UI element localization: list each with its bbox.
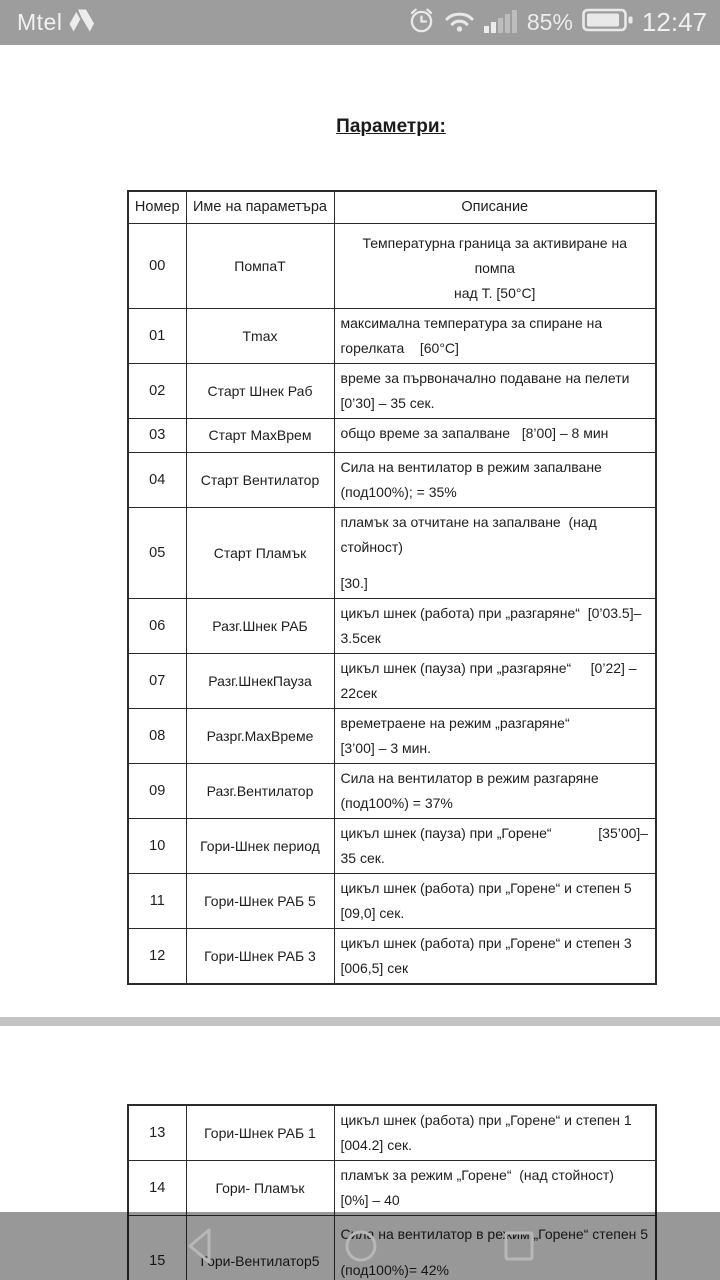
param-number-cell: 03 [128,418,186,452]
param-description-cell [334,708,656,763]
table-row [128,653,656,708]
param-description-cell [334,1161,656,1216]
description-line: [30.] [340,574,368,591]
navigation-bar [0,1212,720,1280]
param-number-cell: 12 [128,928,186,984]
param-name-cell: Разрг.MaxВреме [186,708,334,763]
param-number-cell: 07 [128,653,186,708]
param-name-cell: Гори- Пламък [186,1161,334,1216]
param-number-cell: 10 [128,818,186,873]
table-header-row [128,191,656,223]
alarm-icon [408,7,435,39]
status-bar-right [408,7,707,39]
description-line: Сила на вентилатор в режим разгаряне [340,769,599,786]
description-line: (под100%) = 37% [340,794,453,811]
status-bar-left [17,9,94,37]
param-description-cell [334,873,656,928]
description-line: цикъл шнек (работа) при „Горене“ и степен 3 [340,934,632,951]
param-name-cell: Разг.Шнек РАБ [186,598,334,653]
param-description-cell [334,928,656,984]
description-line: общо време за запалване [8’00] – 8 мин [340,424,609,441]
param-name-cell: Гори-Вентилатор5 [186,1216,334,1280]
table-row [128,223,656,308]
param-name-cell: Гори-Шнек РАБ 1 [186,1105,334,1161]
table-row [128,1161,656,1216]
param-number-cell: 00 [128,223,186,308]
description-line: (под100%); = 35% [340,483,457,500]
param-number-cell: 11 [128,873,186,928]
description-line [341,560,650,571]
param-number-cell: 09 [128,763,186,818]
parameters-table-page1 [127,190,657,985]
param-number-cell: 01 [128,308,186,363]
battery-percent: 85% [526,9,573,35]
param-description-cell [334,452,656,507]
param-number-cell: 13 [128,1105,186,1161]
param-number-cell: 06 [128,598,186,653]
description-line: над Т. [50°C] [454,284,536,301]
page-divider [0,1017,720,1026]
param-name-cell: Гори-Шнек период [186,818,334,873]
description-line: (под100%)= 42% [340,1262,449,1278]
description-line: Температурна граница за активиране на помпа [362,234,631,276]
table-row [128,308,656,363]
table-row [128,507,656,598]
table-row [128,928,656,984]
back-button[interactable] [181,1227,219,1265]
param-description-cell [334,653,656,708]
param-number-cell: 14 [128,1161,186,1216]
param-name-cell: Разг.ШнекПауза [186,653,334,708]
param-description-cell [334,418,656,452]
param-name-cell: Разг.Вентилатор [186,763,334,818]
param-number-cell: 02 [128,363,186,418]
param-name-cell: Tmax [186,308,334,363]
signal-icon [484,7,518,38]
param-name-cell: ПомпаТ [186,223,334,308]
param-description-cell [334,363,656,418]
param-description-cell [334,818,656,873]
table-row [128,363,656,418]
table-row [128,452,656,507]
column-header-name: Име на параметъра [186,191,334,223]
table-row [128,763,656,818]
param-name-cell: Старт Шнек Раб [186,363,334,418]
param-name-cell: Старт Вентилатор [186,452,334,507]
description-line: Сила на вентилатор в режим запалване [340,458,602,475]
description-line: 22сек [340,684,377,701]
google-drive-icon [69,9,94,37]
param-description-cell [334,223,656,308]
param-description-cell [334,308,656,363]
param-name-cell: Старт MaxВрем [186,418,334,452]
param-number-cell: 04 [128,452,186,507]
wifi-icon [444,8,475,38]
description-line: [0’30] – 35 сек. [340,394,435,411]
table-row [128,873,656,928]
param-name-cell: Гори-Шнек РАБ 5 [186,873,334,928]
param-number-cell: 05 [128,507,186,598]
status-bar [0,0,720,45]
param-name-cell: Старт Пламък [186,507,334,598]
description-line: цикъл шнек (работа) при „Горене“ и степен 5 [340,879,632,896]
description-line: [3’00] – 3 мин. [340,739,432,756]
description-line: цикъл шнек (пауза) при „разгаряне“ [0’22] – [340,659,637,676]
param-description-cell [334,1105,656,1161]
description-line: горелката [60°C] [340,339,459,356]
table-row [128,418,656,452]
description-line: максимална температура за спиране на [340,314,603,331]
description-line: време за първоначално подаване на пелети [340,369,630,386]
description-line: 35 сек. [340,849,385,866]
description-line: 3.5сек [340,629,381,646]
description-line: пламък за режим „Горене“ (над стойност) [340,1167,614,1183]
description-line: цикъл шнек (работа) при „Горене“ и степен 1 [340,1112,632,1128]
description-line: [09,0] сек. [340,904,405,921]
param-number-cell: 15 [128,1216,186,1280]
description-line: [004.2] сек. [340,1137,413,1153]
description-line: цикъл шнек (работа) при „разгаряне“ [0’03.5]– [340,604,642,621]
param-number-cell: 08 [128,708,186,763]
table-row [128,818,656,873]
param-description-cell [334,763,656,818]
description-line: Сила на вентилатор в режим „Горене“ степен 5 [340,1226,649,1242]
param-description-cell [334,598,656,653]
table-row [128,708,656,763]
battery-icon [582,7,633,38]
recents-button[interactable] [500,1227,538,1265]
description-line: цикъл шнек (пауза) при „Горене“ [35’00]– [340,824,649,841]
carrier-label: Mtel [17,9,63,35]
description-line: [006,5] сек [340,959,409,976]
table-row [128,1105,656,1161]
description-line: [0%] – 40 [340,1192,400,1208]
document-page-1 [0,45,720,1017]
param-name-cell: Гори-Шнек РАБ 3 [186,928,334,984]
param-description-cell [334,507,656,598]
column-header-description: Описание [334,191,656,223]
description-line: пламък за отчитане на запалване (над стойност) [340,513,601,555]
column-header-number: Номер [128,191,186,223]
description-line: времетраене на режим „разгаряне“ [340,714,570,731]
clock-label: 12:47 [641,7,707,37]
page-title: Параметри: [336,116,446,137]
table-row [128,598,656,653]
home-button[interactable] [342,1227,380,1265]
